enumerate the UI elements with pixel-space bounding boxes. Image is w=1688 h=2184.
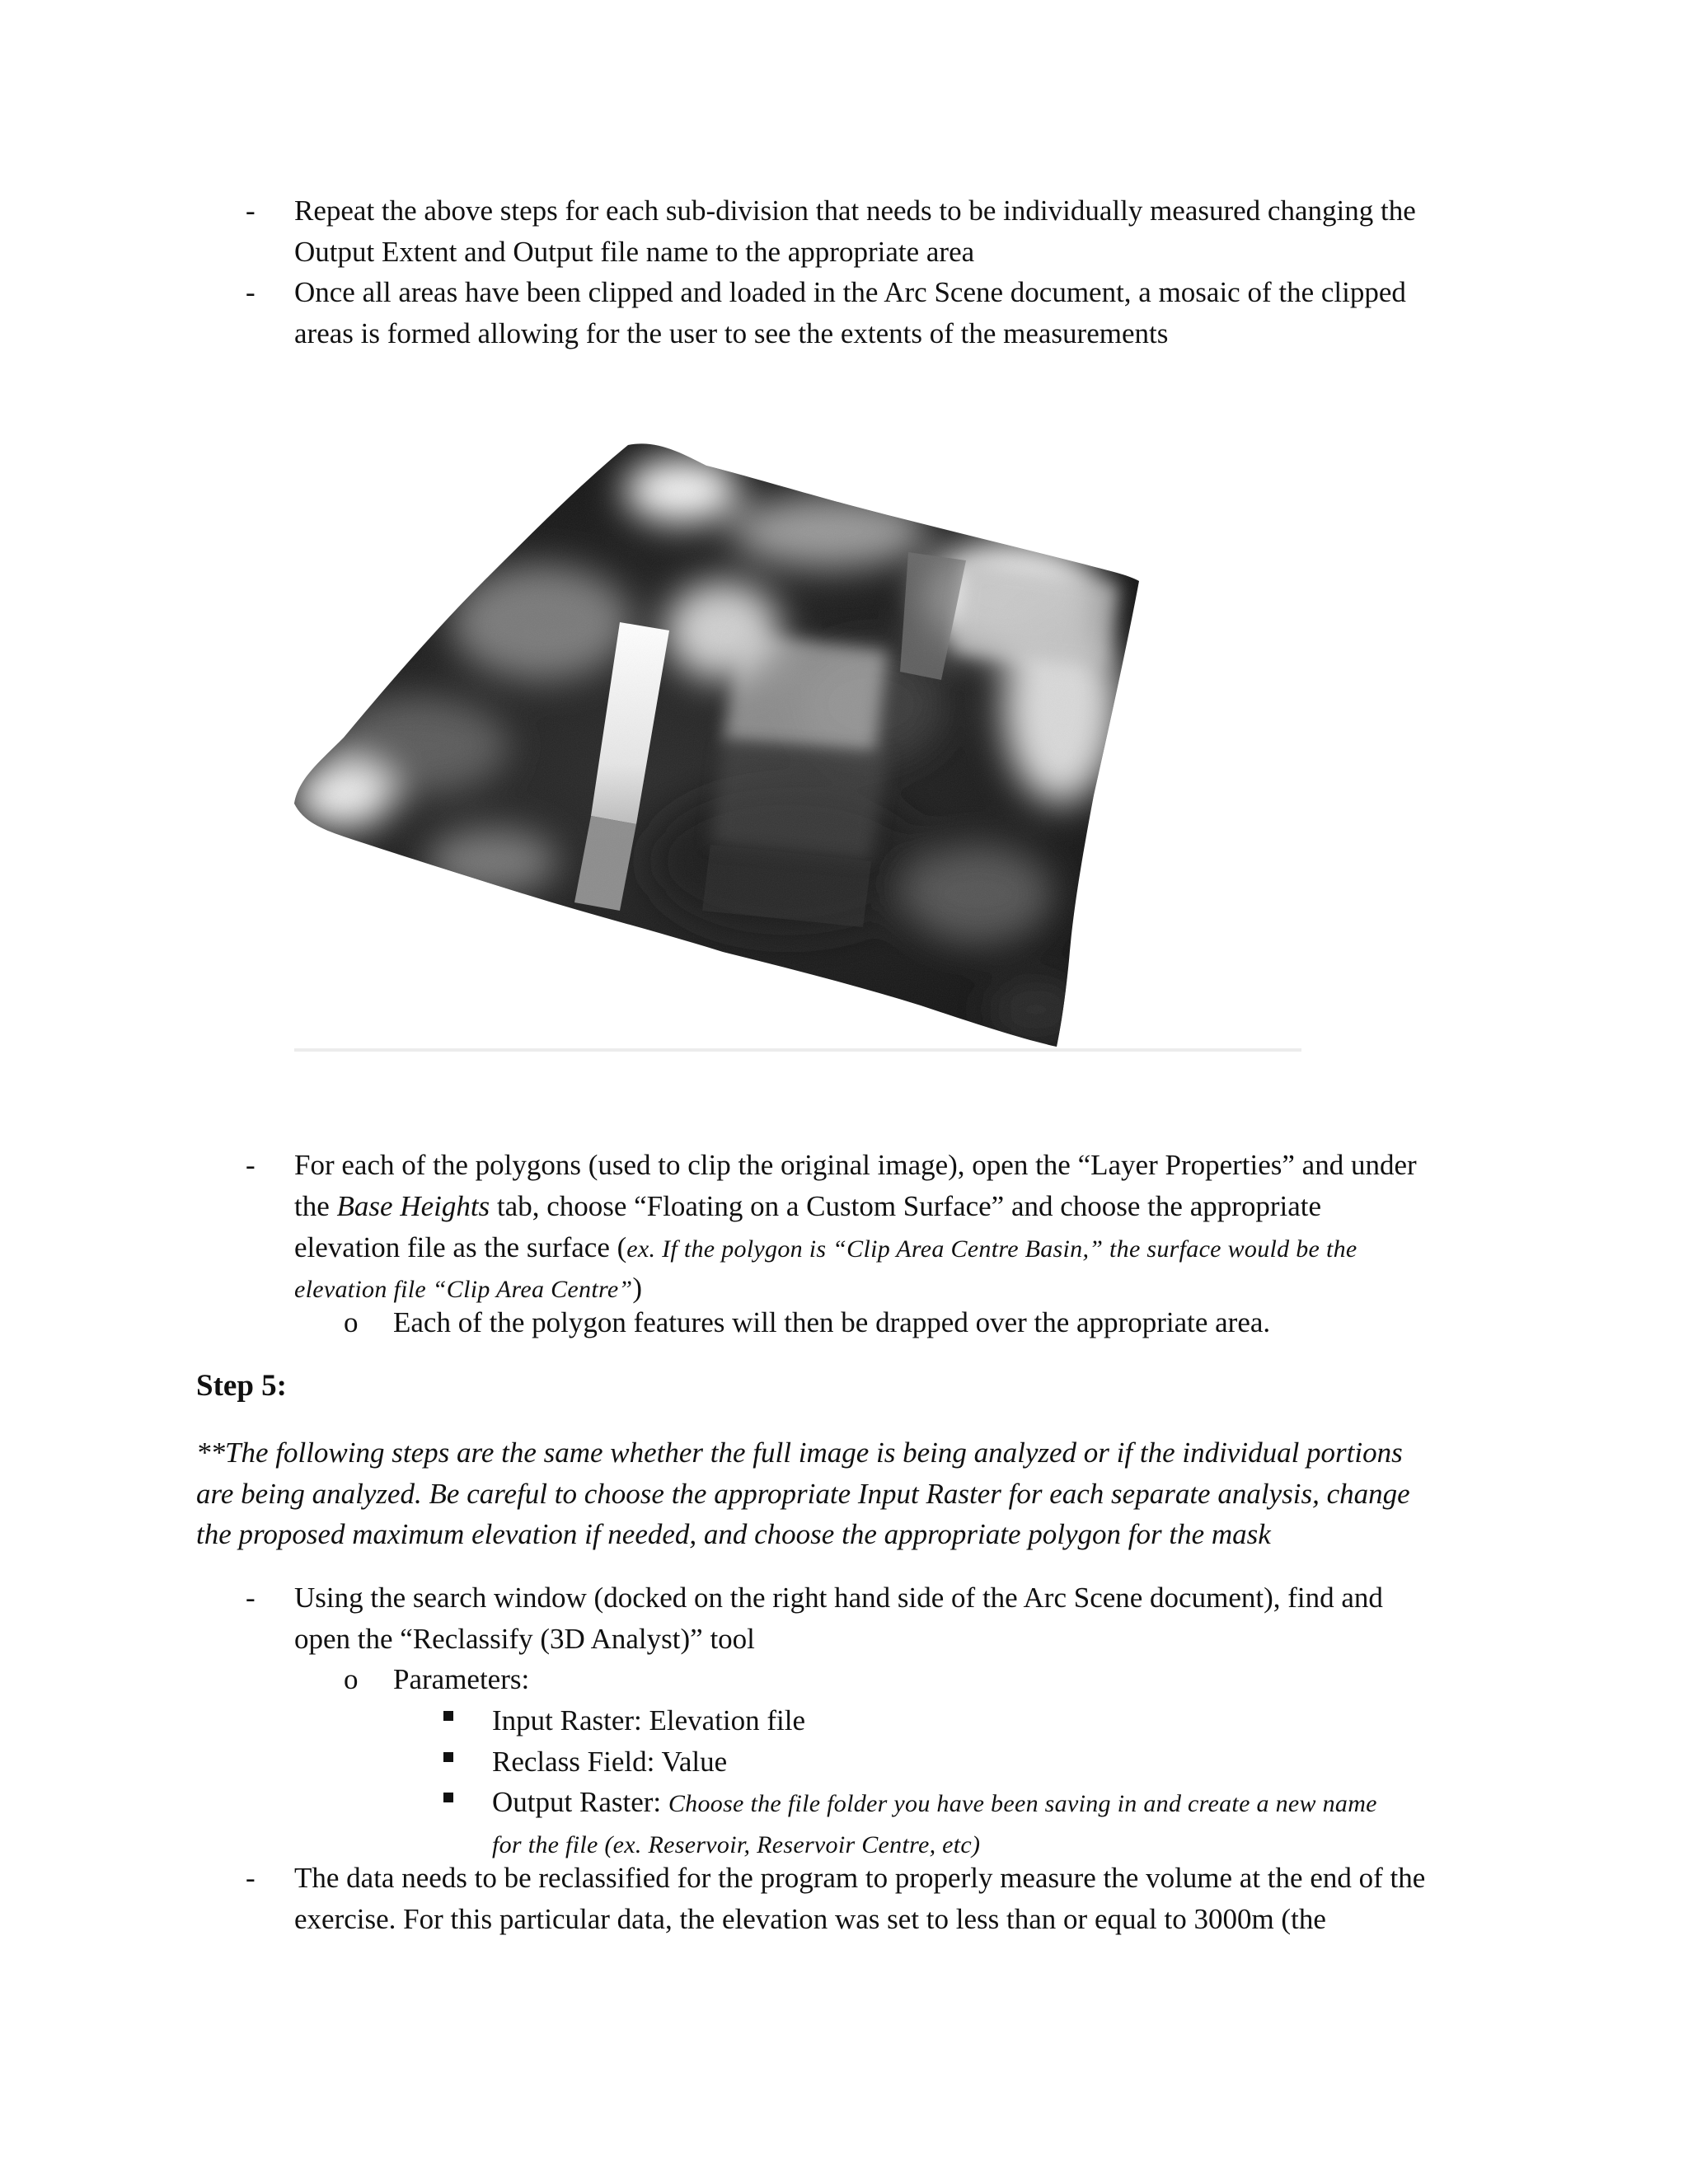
bullet-3-line-1: For each of the polygons (used to clip the original image), open the “Layer Properties” and under (294, 1149, 1417, 1181)
text-run-italic: elevation file “Clip Area Centre” (294, 1276, 633, 1303)
figure-rule (294, 1048, 1301, 1052)
text-run: ) (632, 1272, 643, 1304)
bullet-marker: - (246, 1862, 256, 1894)
bullet-4-line-1: Using the search window (docked on the right hand side of the Arc Scene document), find and (294, 1582, 1383, 1614)
param-reclass-field: Reclass Field: Value (492, 1746, 728, 1778)
bullet-1-line-1: Repeat the above steps for each sub-division that needs to be individually measured changing the (294, 194, 1416, 227)
text-run: tab, choose “Floating on a Custom Surface” and choose the appropriate (490, 1190, 1322, 1222)
text-run-italic: for the file (ex. Reservoir, Reservoir Centre, etc) (492, 1831, 981, 1858)
note-line-1: **The following steps are the same whether the full image is being analyzed or if the individual portions (196, 1436, 1403, 1469)
bullet-3-line-2 (294, 1186, 1321, 1227)
square-bullet-icon (443, 1793, 453, 1802)
text-run-italic: Base Heights (336, 1190, 490, 1222)
note-line-3: the proposed maximum elevation if needed, and choose the appropriate polygon for the mask (196, 1518, 1271, 1550)
bullet-marker: - (246, 1149, 256, 1181)
step-heading: Step 5: (196, 1369, 287, 1403)
bullet-3-sub-1: Each of the polygon features will then be drapped over the appropriate area. (393, 1306, 1271, 1338)
square-bullet-icon (443, 1711, 453, 1721)
note-line-2: are being analyzed. Be careful to choose the appropriate Input Raster for each separate analysis, change (196, 1478, 1410, 1510)
bullet-4-line-2: open the “Reclassify (3D Analyst)” tool (294, 1623, 755, 1655)
bullet-marker: - (246, 1582, 256, 1614)
square-bullet-icon (443, 1752, 453, 1762)
bullet-2-line-1: Once all areas have been clipped and loaded in the Arc Scene document, a mosaic of the clipped (294, 276, 1406, 308)
param-output-raster (492, 1782, 1377, 1825)
bullet-2-line-2: areas is formed allowing for the user to see the extents of the measurements (294, 317, 1169, 349)
elevation-mosaic-image (294, 433, 1301, 1051)
parameters-label: Parameters: (393, 1663, 530, 1695)
text-run-italic: Choose the file folder you have been saving in and create a new name (668, 1790, 1377, 1817)
bullet-marker: - (246, 276, 256, 308)
bullet-marker: - (246, 194, 256, 227)
bullet-5-line-2: exercise. For this particular data, the elevation was set to less than or equal to 3000m (the (294, 1903, 1326, 1935)
sub-bullet-marker: o (344, 1306, 359, 1338)
text-run-italic: ex. If the polygon is “Clip Area Centre Basin,” the surface would be the (626, 1235, 1357, 1263)
sub-bullet-marker: o (344, 1663, 359, 1695)
text-run: the (294, 1190, 337, 1222)
text-run: Output Raster: (492, 1786, 668, 1818)
text-run: elevation file as the surface ( (294, 1231, 627, 1263)
param-input-raster: Input Raster: Elevation file (492, 1704, 806, 1736)
bullet-1-line-2: Output Extent and Output file name to the appropriate area (294, 236, 975, 268)
bullet-5-line-1: The data needs to be reclassified for the program to properly measure the volume at the end of the (294, 1862, 1426, 1894)
bullet-3-line-3 (294, 1227, 1357, 1270)
